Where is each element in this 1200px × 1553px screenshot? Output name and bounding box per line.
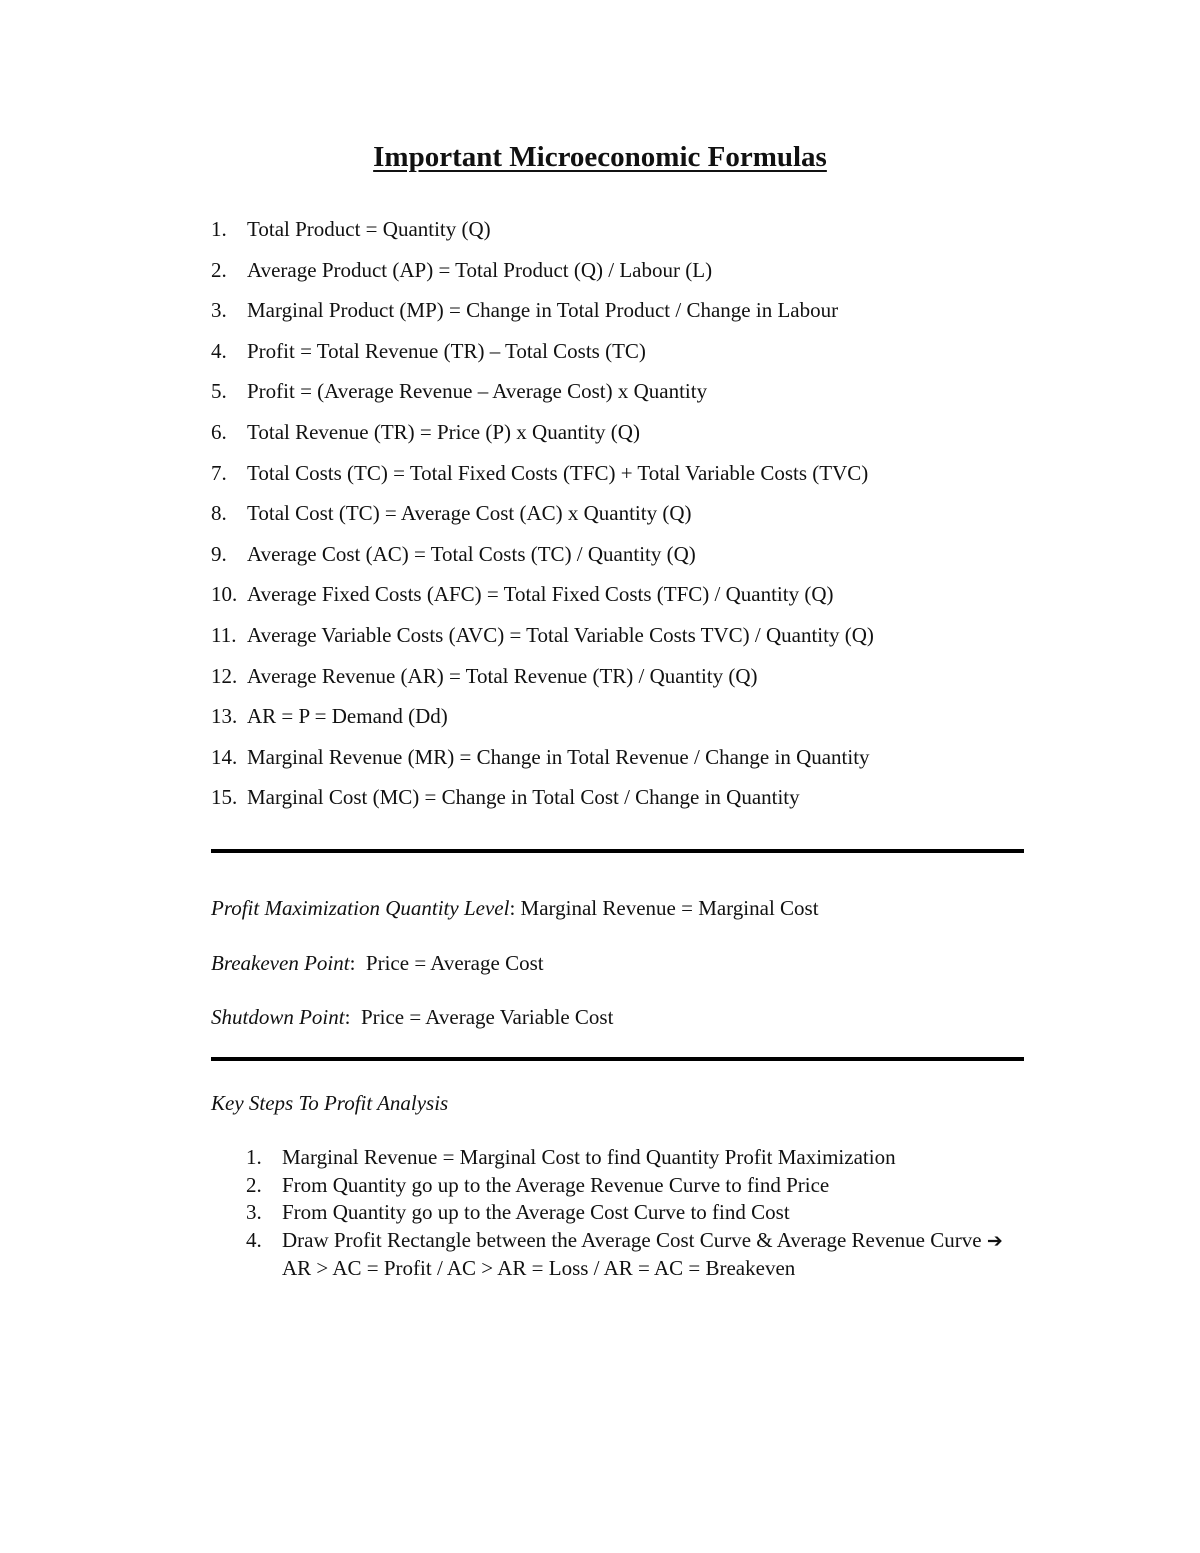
- formula-item: [211, 456, 1031, 497]
- section-divider: [211, 849, 1024, 853]
- step-item: [246, 1144, 1026, 1172]
- formula-text: Average Variable Costs (AVC) = Total Variable Costs TVC) / Quantity (Q): [247, 622, 874, 647]
- formula-number: 2.: [211, 257, 227, 282]
- formula-number: 1.: [211, 217, 227, 241]
- formula-number: 11.: [211, 622, 237, 647]
- step-item: [246, 1227, 1026, 1283]
- formula-text: Average Revenue (AR) = Total Revenue (TR) / Quantity (Q): [247, 663, 758, 688]
- formula-item: [211, 740, 1031, 781]
- condition-label: Breakeven Point: [211, 951, 350, 975]
- formula-item: [211, 618, 1031, 659]
- formula-item: [211, 577, 1031, 618]
- profit-maximization-condition: [211, 896, 819, 921]
- steps-heading: Key Steps To Profit Analysis: [211, 1091, 449, 1115]
- step-text-before: Draw Profit Rectangle between the Average Cost Curve & Average Revenue Curve: [282, 1227, 987, 1252]
- breakeven-condition: [211, 951, 544, 976]
- formula-number: 15.: [211, 785, 238, 810]
- formula-number: 5.: [211, 379, 227, 404]
- formula-item: [211, 699, 1031, 740]
- condition-separator: :: [509, 896, 516, 920]
- formula-text: Average Fixed Costs (AFC) = Total Fixed Costs (TFC) / Quantity (Q): [247, 582, 834, 607]
- formula-text: Total Costs (TC) = Total Fixed Costs (TFC) + Total Variable Costs (TVC): [247, 460, 869, 485]
- step-number: 4.: [246, 1227, 262, 1252]
- formula-item: [211, 253, 1031, 294]
- formula-text: Total Revenue (TR) = Price (P) x Quantity (Q): [247, 419, 640, 444]
- formula-item: [211, 374, 1031, 415]
- formula-number: 13.: [211, 704, 238, 729]
- step-number: 3.: [246, 1200, 262, 1224]
- step-number: 2.: [246, 1172, 262, 1197]
- formula-text: Profit = Total Revenue (TR) – Total Costs (TC): [247, 338, 646, 363]
- formula-number: 14.: [211, 744, 238, 769]
- formula-list: [211, 212, 1031, 821]
- formula-number: 10.: [211, 582, 238, 607]
- formula-text: Profit = (Average Revenue – Average Cost) x Quantity: [247, 379, 708, 404]
- step-text: From Quantity go up to the Average Revenue Curve to find Price: [282, 1172, 830, 1197]
- condition-text: Price = Average Variable Cost: [350, 1005, 614, 1029]
- formula-text: AR = P = Demand (Dd): [247, 704, 448, 729]
- formula-number: 12.: [211, 663, 238, 688]
- formula-number: 3.: [211, 298, 227, 323]
- formula-item: [211, 415, 1031, 456]
- condition-separator: :: [349, 951, 356, 975]
- formula-text: Total Product = Quantity (Q): [247, 217, 491, 241]
- formula-text: Average Cost (AC) = Total Costs (TC) / Quantity (Q): [247, 541, 696, 566]
- condition-text: Marginal Revenue = Marginal Cost: [515, 896, 819, 920]
- step-item: [246, 1199, 1026, 1227]
- step-text: From Quantity go up to the Average Cost Curve to find Cost: [282, 1200, 790, 1224]
- formula-number: 7.: [211, 460, 227, 485]
- formula-number: 6.: [211, 419, 227, 444]
- formula-number: 8.: [211, 501, 227, 526]
- formula-text: Marginal Revenue (MR) = Change in Total Revenue / Change in Quantity: [247, 744, 870, 769]
- section-divider: [211, 1057, 1024, 1061]
- formula-item: [211, 293, 1031, 334]
- formula-item: [211, 334, 1031, 375]
- shutdown-condition: [211, 1005, 613, 1030]
- step-item: [246, 1172, 1026, 1200]
- condition-separator: :: [344, 1005, 351, 1029]
- condition-label: Profit Maximization Quantity Level: [211, 896, 510, 920]
- formula-item: [211, 659, 1031, 700]
- right-arrow-icon: ➔: [986, 1229, 1003, 1252]
- condition-label: Shutdown Point: [211, 1005, 345, 1029]
- condition-text: Price = Average Cost: [355, 951, 544, 975]
- formula-item: [211, 537, 1031, 578]
- step-text: Marginal Revenue = Marginal Cost to find Quantity Profit Maximization: [282, 1145, 896, 1169]
- steps-list: [246, 1144, 1026, 1283]
- page-title: Important Microeconomic Formulas: [373, 141, 827, 173]
- step-number: 1.: [246, 1145, 262, 1169]
- formula-number: 9.: [211, 541, 227, 566]
- formula-text: Average Product (AP) = Total Product (Q) / Labour (L): [247, 257, 713, 282]
- step-text-after: AR > AC = Profit / AC > AR = Loss / AR = AC = Breakeven: [282, 1227, 1007, 1280]
- formula-text: Total Cost (TC) = Average Cost (AC) x Quantity (Q): [247, 501, 692, 526]
- formula-number: 4.: [211, 338, 227, 363]
- formula-item: [211, 212, 1031, 253]
- formula-text: Marginal Cost (MC) = Change in Total Cost / Change in Quantity: [247, 785, 800, 810]
- formula-item: [211, 780, 1031, 821]
- formula-item: [211, 496, 1031, 537]
- step-text: [282, 1227, 1026, 1283]
- formula-text: Marginal Product (MP) = Change in Total Product / Change in Labour: [247, 298, 839, 323]
